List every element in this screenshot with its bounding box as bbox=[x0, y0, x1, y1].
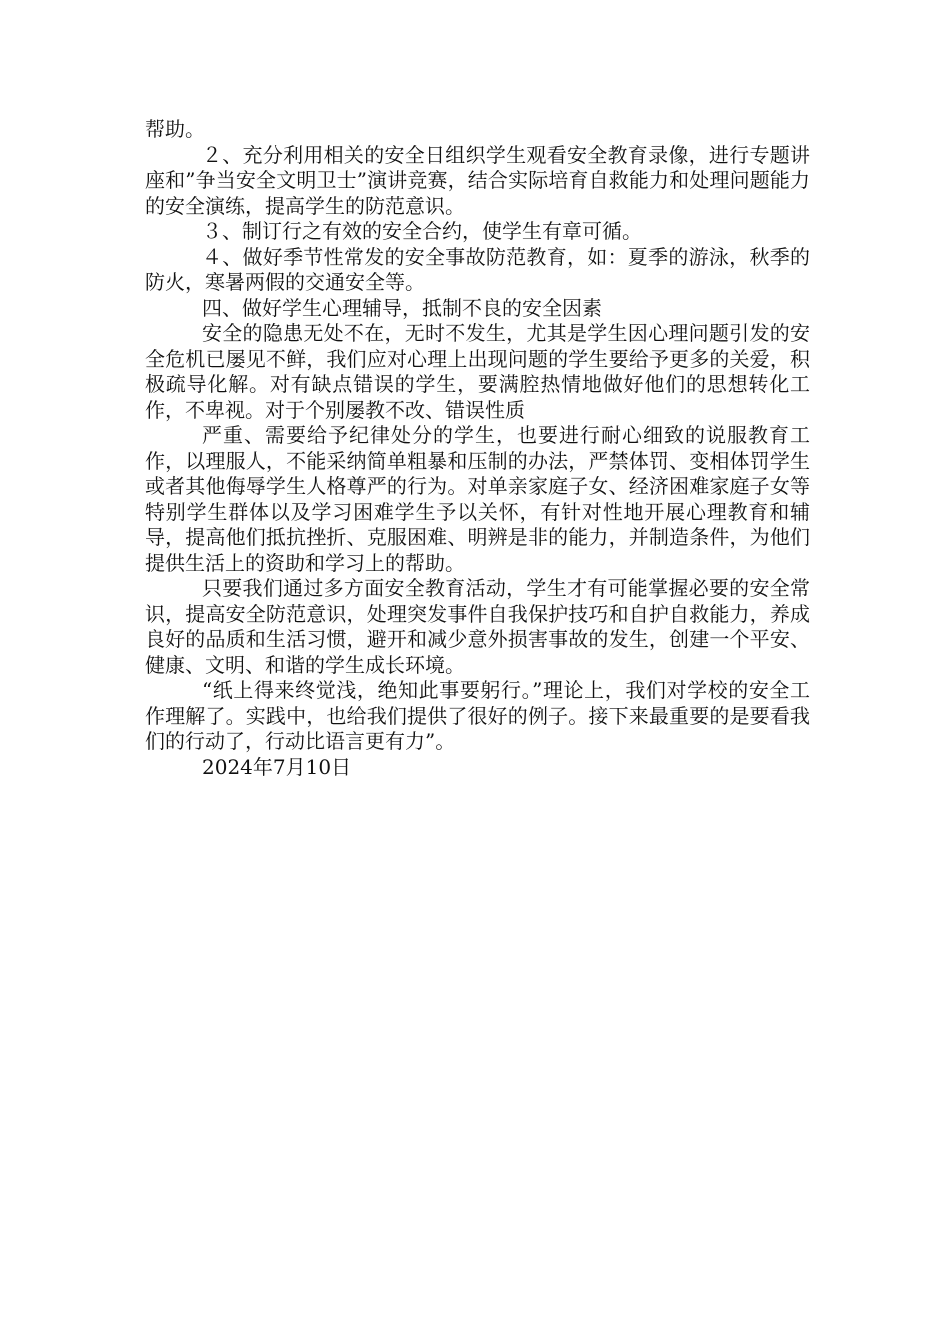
paragraph-body: 安全的隐患无处不在，无时不发生，尤其是学生因心理问题引发的安全危机已屡见不鲜，我们应对心理上出现问题的学生要给予更多的关爱，积极疏导化解。对有缺点错误的学生，要满腔热情地做好他们的思想转化工作，不卑视。对于个别屡教不改、错误性质 bbox=[145, 321, 810, 422]
document-body bbox=[145, 117, 810, 780]
paragraph-quote: “纸上得来终觉浅，绝知此事要躬行。”理论上，我们对学校的安全工作理解了。实践中，也给我们提供了很好的例子。接下来最重要的是要看我们的行动了，行动比语言更有力”。 bbox=[145, 678, 810, 753]
paragraph-item-2: ２、充分利用相关的安全日组织学生观看安全教育录像，进行专题讲座和”争当安全文明卫士”演讲竞赛，结合实际培育自救能力和处理问题能力的安全演练，提高学生的防范意识。 bbox=[145, 142, 810, 218]
paragraph-item-3: ３、制订行之有效的安全合约，使学生有章可循。 bbox=[202, 219, 642, 243]
paragraph-body: 只要我们通过多方面安全教育活动，学生才有可能掌握必要的安全常识，提高安全防范意识，处理突发事件自我保护技巧和自护自救能力，养成良好的品质和生活习惯，避开和减少意外损害事故的发生，创建一个平安、健康、文明、和谐的学生成长环境。 bbox=[145, 576, 810, 677]
paragraph-item-4: ４、做好季节性常发的安全事故防范教育，如：夏季的游泳，秋季的防火，寒暑两假的交通安全等。 bbox=[145, 244, 810, 294]
paragraph-body: 严重、需要给予纪律处分的学生，也要进行耐心细致的说服教育工作，以理服人，不能采纳简单粗暴和压制的办法，严禁体罚、变相体罚学生或者其他侮辱学生人格尊严的行为。对单亲家庭子女、经济困难家庭子女等特别学生群体以及学习困难学生予以关怀，有针对性地开展心理教育和辅导，提高他们抵抗挫折、克服困难、明辨是非的能力，并制造条件，为他们提供生活上的资助和学习上的帮助。 bbox=[145, 423, 810, 575]
paragraph-continuation: 帮助。 bbox=[145, 117, 205, 141]
section-heading-four: 四、做好学生心理辅导，抵制不良的安全因素 bbox=[202, 295, 602, 320]
document-date: 2024年7月10日 bbox=[202, 754, 352, 779]
